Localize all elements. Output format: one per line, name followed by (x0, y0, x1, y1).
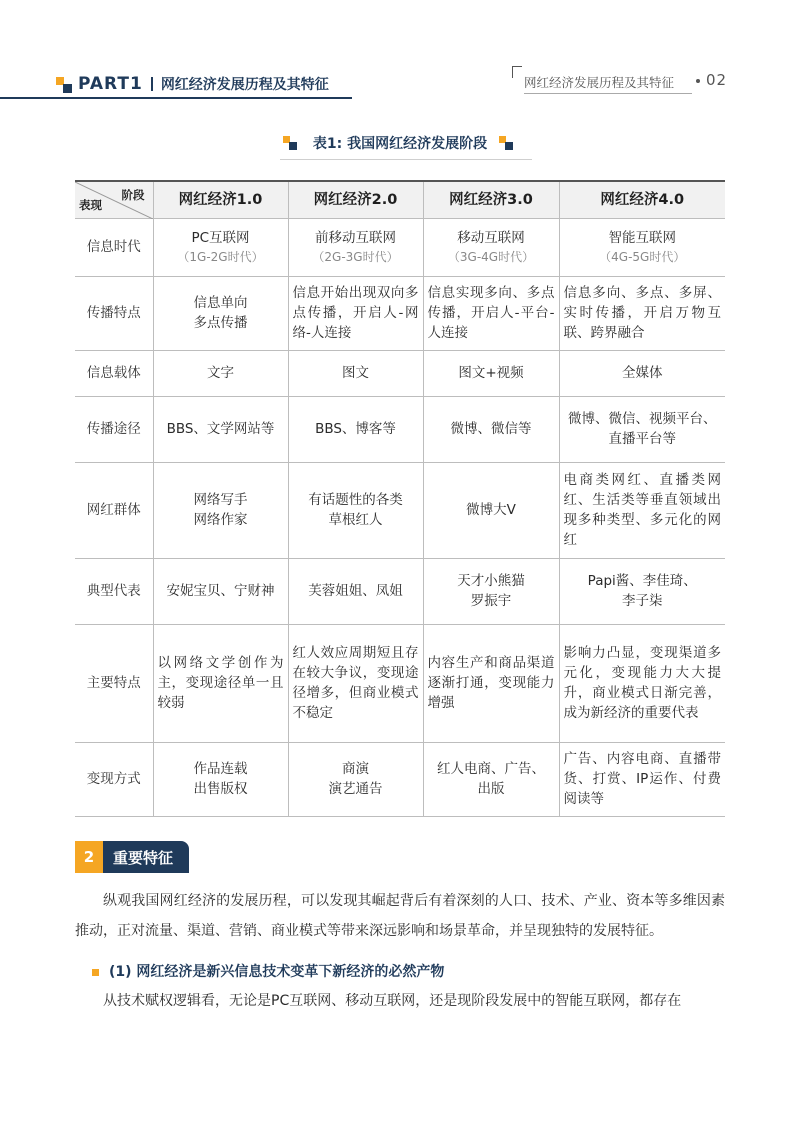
table-cell: 信息开始出现双向多点传播，开启人-网络-人连接 (288, 276, 423, 350)
table-caption-text: 表1: 我国网红经济发展阶段 (312, 136, 488, 152)
table-cell: 微博、微信等 (423, 396, 559, 462)
body-paragraph: 纵观我国网红经济的发展历程，可以发现其崛起背后有着深刻的人口、技术、产业、资本等多维因素推动，正对流量、渠道、营销、商业模式等带来深远影响和场景革命，并呈现独特的发展特征。 (75, 893, 725, 939)
table-cell: 文字 (153, 350, 288, 396)
chapter-title: 网红经济发展历程及其特征 (160, 77, 329, 93)
table-cell: 内容生产和商品渠道逐渐打通，变现能力增强 (423, 624, 559, 742)
bracket-icon (512, 66, 522, 78)
table-cell: 网络写手 网络作家 (153, 462, 288, 558)
table-header-row (75, 181, 725, 218)
bullet-heading (92, 962, 444, 982)
table-row (75, 742, 725, 816)
section-title: 重要特征 (103, 841, 189, 873)
cell-main: PC互联网 (191, 230, 250, 246)
table-cell: 商演 演艺通告 (288, 742, 423, 816)
column-header: 网红经济4.0 (559, 181, 725, 218)
header-divider (151, 77, 153, 91)
page-number: 02 (706, 71, 728, 89)
caption-mark-left-icon (283, 136, 301, 150)
row-header: 典型代表 (75, 558, 153, 624)
cell-main: 智能互联网 (608, 230, 676, 246)
table-cell: 以网络文学创作为主，变现途径单一且较弱 (153, 624, 288, 742)
table-cell (288, 218, 423, 276)
table-cell: 影响力凸显，变现渠道多元化，变现能力大大提升，商业模式日渐完善，成为新经济的重要代表 (559, 624, 725, 742)
table-row (75, 350, 725, 396)
cell-main: 前移动互联网 (315, 230, 396, 246)
table-cell: 广告、内容电商、直播带货、打赏、IP运作、付费阅读等 (559, 742, 725, 816)
cell-main: 移动互联网 (457, 230, 525, 246)
table-caption (0, 133, 800, 153)
column-header: 网红经济3.0 (423, 181, 559, 218)
table-row (75, 462, 725, 558)
table-cell: 有话题性的各类 草根红人 (288, 462, 423, 558)
cell-sub: （2G-3G时代） (312, 250, 399, 264)
caption-mark-right-icon (499, 136, 517, 150)
column-header: 网红经济2.0 (288, 181, 423, 218)
table-cell: 作品连载 出售版权 (153, 742, 288, 816)
table-cell: 图文+视频 (423, 350, 559, 396)
column-header: 网红经济1.0 (153, 181, 288, 218)
table-row (75, 624, 725, 742)
table-cell (423, 218, 559, 276)
stages-table (75, 180, 725, 817)
table-cell (559, 218, 725, 276)
bullet-square-icon (92, 969, 99, 976)
part-label: PART1 (78, 74, 143, 94)
table-cell: 微博、微信、视频平台、 直播平台等 (559, 396, 725, 462)
table-cell: 安妮宝贝、宁财神 (153, 558, 288, 624)
table-row (75, 218, 725, 276)
dot-icon (696, 79, 700, 83)
table-cell: 图文 (288, 350, 423, 396)
row-header: 信息载体 (75, 350, 153, 396)
cell-sub: （3G-4G时代） (447, 250, 535, 264)
row-header: 信息时代 (75, 218, 153, 276)
table-cell: BBS、文学网站等 (153, 396, 288, 462)
table-cell: 芙蓉姐姐、凤姐 (288, 558, 423, 624)
row-header: 变现方式 (75, 742, 153, 816)
table-cell: 信息实现多向、多点传播，开启人-平台-人连接 (423, 276, 559, 350)
row-header: 传播特点 (75, 276, 153, 350)
row-header: 主要特点 (75, 624, 153, 742)
body-paragraph: 从技术赋权逻辑看，无论是PC互联网、移动互联网，还是现阶段发展中的智能互联网，都存在 (103, 993, 682, 1009)
cell-sub: （1G-2G时代） (177, 250, 264, 264)
row-header: 网红群体 (75, 462, 153, 558)
table-cell (153, 218, 288, 276)
corner-bottom-label: 表现 (79, 197, 102, 212)
corner-cell (75, 181, 153, 218)
row-header: 传播途径 (75, 396, 153, 462)
table-cell: 天才小熊猫 罗振宇 (423, 558, 559, 624)
cell-sub: （4G-5G时代） (599, 250, 686, 264)
section-number: 2 (75, 841, 103, 873)
running-title: 网红经济发展历程及其特征 (524, 75, 675, 90)
table-cell: 红人电商、广告、 出版 (423, 742, 559, 816)
table-cell: 信息单向 多点传播 (153, 276, 288, 350)
table-cell: 微博大V (423, 462, 559, 558)
brand-mark-icon (56, 75, 74, 93)
table-cell: 全媒体 (559, 350, 725, 396)
table-cell: 红人效应周期短且存在较大争议，变现途径增多，但商业模式不稳定 (288, 624, 423, 742)
chapter-header (56, 72, 329, 96)
corner-top-label: 阶段 (121, 188, 145, 202)
table-cell: 信息多向、多点、多屏、实时传播，开启万物互联、跨界融合 (559, 276, 725, 350)
table-row (75, 558, 725, 624)
table-row (75, 276, 725, 350)
bullet-heading-text: (1) 网红经济是新兴信息技术变革下新经济的必然产物 (109, 964, 445, 980)
section-heading (75, 841, 189, 873)
table-row (75, 396, 725, 462)
table-cell: BBS、博客等 (288, 396, 423, 462)
header-underline (0, 97, 352, 99)
table-cell: 电商类网红、直播类网红、生活类等垂直领域出现多种类型、多元化的网红 (559, 462, 725, 558)
caption-underline (280, 159, 532, 160)
table-cell: Papi酱、李佳琦、 李子柒 (559, 558, 725, 624)
running-title-underline (524, 93, 692, 94)
